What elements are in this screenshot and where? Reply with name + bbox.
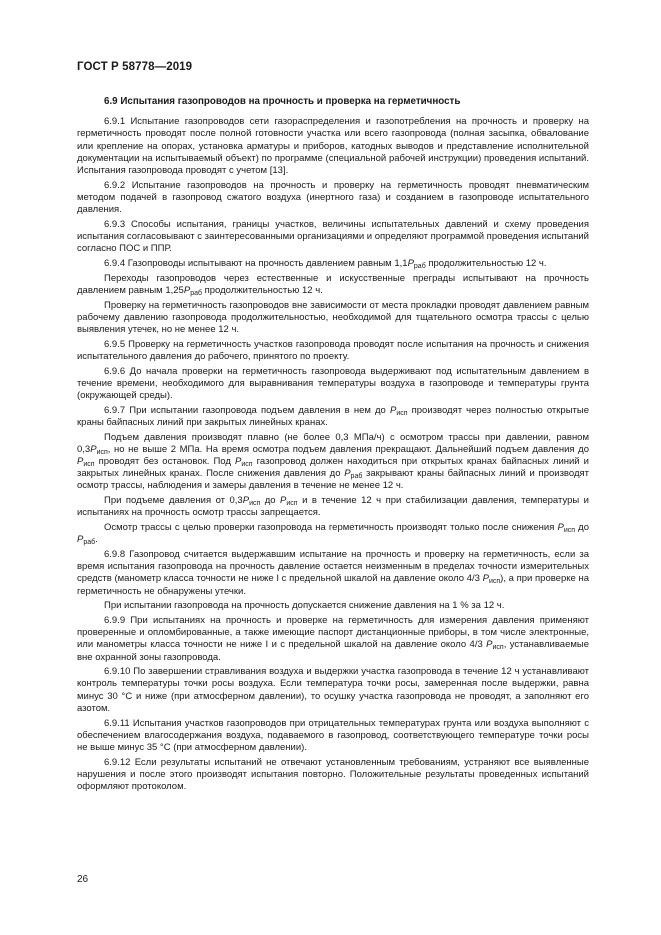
paragraph-6-9-2: 6.9.2 Испытание газопроводов на прочность и проверку на герметичность проводят пневматическим методом подачей в газопровод сжатого воздуха (инертного газа) и созданием в газопроводе испытательного давления. <box>77 179 589 216</box>
paragraph-6-9-1: 6.9.1 Испытание газопроводов сети газораспределения и газопотребления на прочность и проверку на герметичность проводят после полной готовности участка или всего газопровода (полная засыпка, обвалование или крепление на опорах, установка арматуры и приборов, катодных выводов и представление исполнительной документации на испытываемый объект) по программе (специальной рабочей инструкции) проведения испытаний. Испытания газопровода проводят с учетом [13]. <box>77 116 589 177</box>
paragraph-6-9-11: 6.9.11 Испытания участков газопроводов при отрицательных температурах грунта или воздуха выполняют с обеспечением влагосодержания воздуха, подаваемого в газопровод, соответствующего температуре точки росы не выше минус 35 °С (при атмосферном давлении). <box>77 717 589 753</box>
paragraph-6-9-9: 6.9.9 При испытаниях на прочность и проверке на герметичность для измерения давления применяют проверенные и опломбированные, а также имеющие паспорт дистанционные приборы, в том числе электронные, или манометры класса точности не ниже I и с предельной шкалой на давление около 4/3 $Р_{исп}$, устанавливаемые вне охранной зоны газопровода. <box>77 614 590 663</box>
paragraph-6-9-8: 6.9.8 Газопровод считается выдержавшим испытание на прочность и проверку на герметичность, если за время испытания газопровода на прочность давление остается неизменным в пределах точности измерительных средств (манометр класса точности не ниже I с предельной шкалой на давление около 4/3 $Р_{исп}$), а при проверке на герметичность не обнаружены утечки. <box>77 548 589 597</box>
paragraph-no-inspection: При подъеме давления от $0,3Р_{исп}$ до $Р_{исп}$ и в течение 12 ч при стабилизации давления, температуры и испытаниях на прочность осмотр трассы запрещается. <box>77 495 589 519</box>
paragraph-inspection: Осмотр трассы с целью проверки газопровода на герметичность производят только после снижения $Р_{исп}$ до $Р_{раб}$. <box>77 522 590 547</box>
paragraph-6-9-12: 6.9.12 Если результаты испытаний не отвечают установленным требованиям, устраняют все выявленные нарушения и после этого производят испытания повторно. Положительные результаты проведенных испытаний оформляют протоколом. <box>77 756 589 793</box>
paragraph-6-9-7: 6.9.7 При испытании газопровода подъем давления в нем до $Р_{исп}$ производят через полностью открытые краны байпасных линий при закрытых линейных кранах. <box>77 404 589 428</box>
paragraph-crossings: Переходы газопроводов через естественные и искусственные преграды испытывают на прочность давлением равным $1,25Р_{раб}$ продолжительностью 12 ч. <box>77 272 589 297</box>
paragraph-6-9-5: 6.9.5 Проверку на герметичность участков газопровода проводят после испытания на прочность и снижения испытательного давления до рабочего, принятого по проекту. <box>77 338 589 362</box>
paragraph-pressure-rise: Подъем давления производят плавно (не более 0,3 МПа/ч) с осмотром трассы при давлении, равном $0,3Р_{исп}$, но не выше 2 МПа. На время осмотра подъем давления прекращают. Дальнейший подъем давления до $Р_{исп}$ проводят без остановок. Под $Р_{исп}$ газопровод должен находиться при открытых кранах байпасных линий и закрытых линейных кранах. После снижения давления до $Р_{раб}$ закрывают краны байпасных линий и производят осмотр трассы, наблюдения и замеры давления в течение не менее 12 ч. <box>77 431 589 492</box>
paragraph-leak-check: Проверку на герметичность газопроводов вне зависимости от места прокладки проводят давлением равным рабочему давлению газопровода продолжительностью, необходимой для тщательного осмотра трассы с целью выявления утечек, но не менее 12 ч. <box>77 299 589 335</box>
paragraph-6-9-4: 6.9.4 Газопроводы испытывают на прочность давлением равным $1,1Р_{раб}$ продолжительностью 12 ч. <box>104 257 547 270</box>
page-number: 26 <box>77 874 89 885</box>
paragraph-pressure-drop: При испытании газопровода на прочность допускается снижение давления на 1 % за 12 ч. <box>104 600 505 612</box>
document-body <box>77 96 589 796</box>
paragraph-6-9-6: 6.9.6 До начала проверки на герметичность газопровода выдерживают под испытательным давлением в течение времени, необходимого для выравнивания температуры воздуха в газопроводе и температуры грунта (окружающей среды). <box>77 365 589 401</box>
paragraph-6-9-10: 6.9.10 По завершении стравливания воздуха и выдержки участка газопровода в течение 12 ч устанавливают контроль температуры точки росы воздуха. Если температура точки росы, замеренная после выдержки, равна минус 30 °С и ниже (при атмосферном давлении), то осушку участка газопровода не проводят, а заполняют его азотом. <box>77 666 589 714</box>
paragraph-6-9-3: 6.9.3 Способы испытания, границы участков, величины испытательных давлений и схему проведения испытания согласовывают с заинтересованными организациями и определяют программой проведения испытаний согласно ПОС и ППР. <box>77 218 589 255</box>
section-title: 6.9 Испытания газопроводов на прочность и проверка на герметичность <box>104 96 461 107</box>
document-header: ГОСТ Р 58778—2019 <box>77 61 193 73</box>
